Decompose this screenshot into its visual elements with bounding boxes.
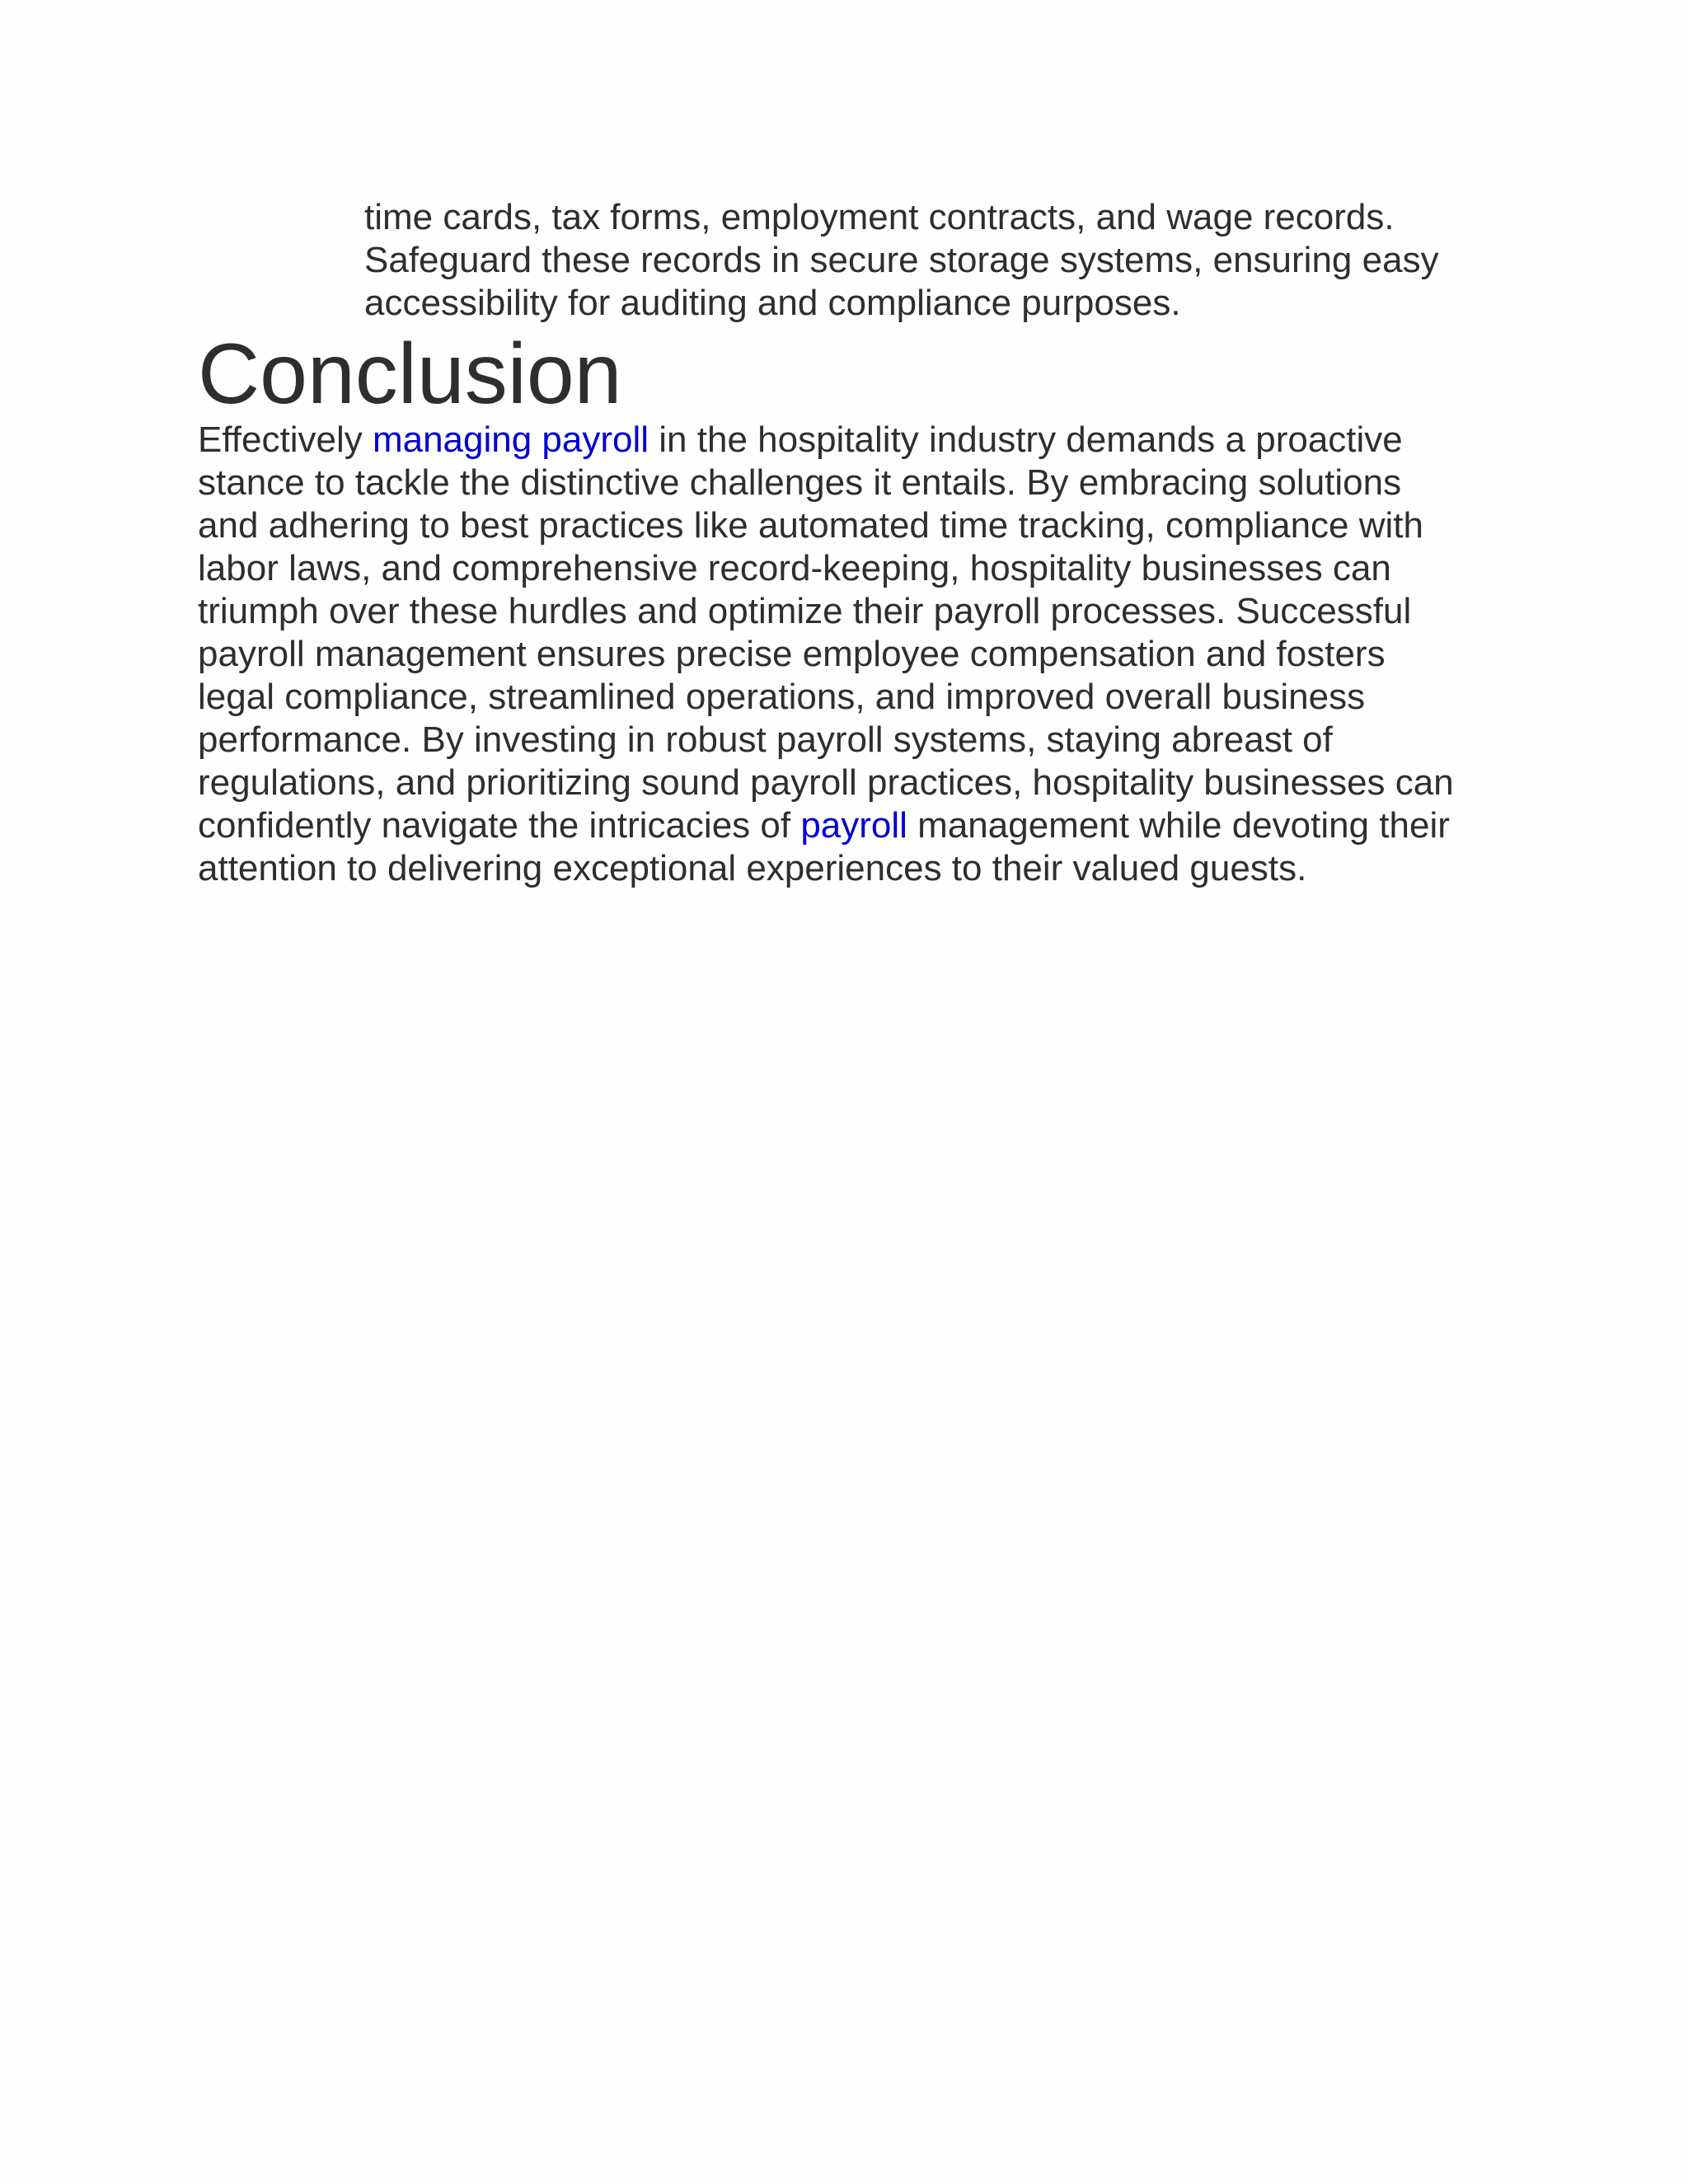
text-line: labor laws, and comprehensive record-keeping, hospitality businesses can	[198, 548, 1391, 588]
conclusion-paragraph	[198, 419, 1550, 890]
text-line: stance to tackle the distinctive challenges it entails. By embracing solutions	[198, 462, 1402, 503]
managing-payroll-link[interactable]: managing payroll	[372, 419, 649, 460]
text-line: attention to delivering exceptional experiences to their valued guests.	[198, 848, 1307, 888]
text-line: time cards, tax forms, employment contracts, and wage records.	[364, 197, 1395, 237]
text-line: accessibility for auditing and compliance purposes.	[364, 283, 1181, 323]
text-segment: in the hospitality industry demands a proactive	[649, 419, 1403, 460]
text-line: triumph over these hurdles and optimize their payroll processes. Successful	[198, 591, 1412, 631]
text-line: and adhering to best practices like automated time tracking, compliance with	[198, 505, 1423, 546]
record-keeping-item-continuation	[364, 196, 1535, 325]
text-line: payroll management ensures precise employee compensation and fosters	[198, 634, 1386, 674]
text-line: regulations, and prioritizing sound payroll practices, hospitality businesses can	[198, 762, 1454, 803]
text-segment: management while devoting their	[907, 805, 1450, 846]
text-segment: Effectively	[198, 419, 373, 460]
text-line: legal compliance, streamlined operations, and improved overall business	[198, 677, 1366, 717]
text-line	[198, 419, 1550, 462]
text-line: performance. By investing in robust payroll systems, staying abreast of	[198, 719, 1333, 760]
conclusion-heading: Conclusion	[198, 326, 622, 422]
payroll-link[interactable]: payroll	[800, 805, 907, 846]
text-line	[198, 804, 1550, 847]
text-segment: confidently navigate the intricacies of	[198, 805, 801, 846]
text-line: Safeguard these records in secure storage systems, ensuring easy	[364, 240, 1439, 280]
